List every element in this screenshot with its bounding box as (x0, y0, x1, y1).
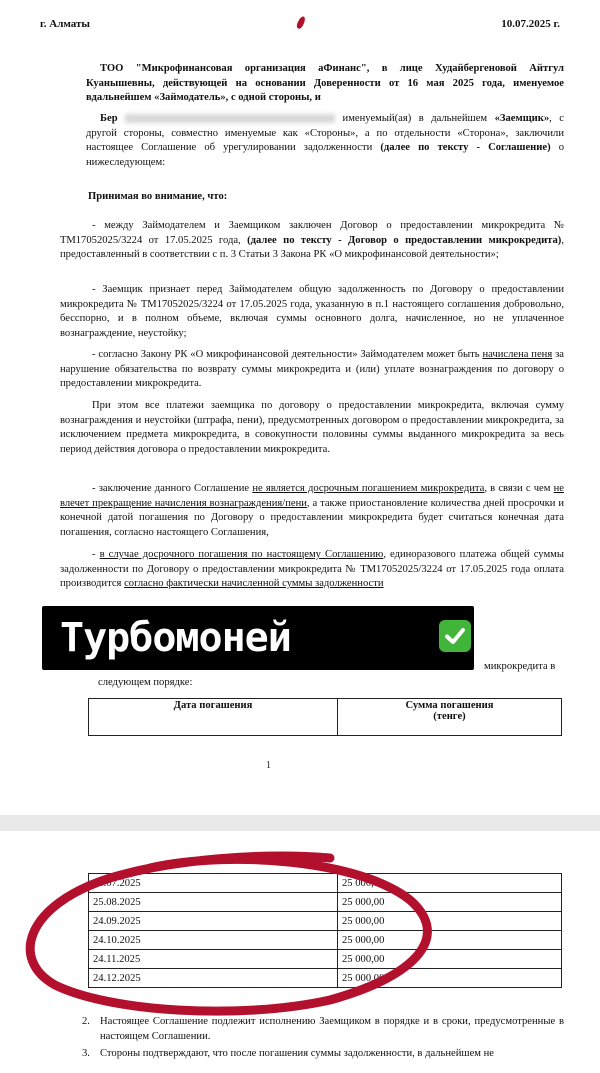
p6-a: - (92, 549, 96, 560)
p6-u2: согласно фактически начисленной суммы задолженности (124, 578, 384, 589)
check-mark-icon (439, 620, 471, 652)
p5-b: , в связи с чем (484, 483, 551, 494)
p5-u1: не является досрочным погашением микрокредита (252, 483, 485, 494)
document-page-2 (0, 831, 600, 1073)
table-row (89, 950, 562, 969)
schedule-date: 24.07.2025 (89, 874, 338, 893)
paragraph-2: - Заемщик признает перед Займодателем общую задолженность по Договору о предоставлении микрокредита № ТМ17052025/3224 от 17.05.2025 года, указанную в п.1 настоящего соглашения добровольно, бесспорно, и в полном объеме, включая суммы основного долга, начисленное, но не уплаченное вознаграждение, неустойку; (60, 284, 564, 339)
party2-rest: , с другой стороны, совместно именуемые как «Стороны», а по отдельности «Сторона», заключили настоящее Соглашение об урегулировании задолженности (86, 113, 564, 153)
p5-u2: не влечет прекращение начисления вознаграждения/пени (60, 483, 564, 509)
header-date: Дата погашения (89, 699, 338, 736)
payment-schedule-table (88, 873, 562, 988)
table-row (89, 874, 562, 893)
schedule-date: 25.08.2025 (89, 893, 338, 912)
table-row (89, 912, 562, 931)
p7-line2: следующем порядке: (98, 677, 193, 688)
paragraph-1 (60, 219, 564, 263)
document-date: 10.07.2025 г. (501, 18, 560, 30)
red-ink-mark (296, 15, 307, 29)
table-header-row (89, 699, 562, 736)
p3-a: - согласно Закону РК «О микрофинансовой деятельности» Займодателем может быть (92, 349, 480, 360)
redacted-name (125, 114, 335, 123)
watermark-banner (42, 606, 474, 670)
schedule-date: 24.10.2025 (89, 931, 338, 950)
paragraph-4: При этом все платежи заемщика по договору о предоставлении микрокредита, включая сумму вознаграждения и неустойки (штрафа, пени), предусмотренных договором о предоставлении микрокредита, за исключением предмета микрокредита, в совокупности половины суммы выданного микрокредита за весь период действия договора о предоставлении микрокредита. (60, 400, 564, 455)
p1-a: - между Займодателем и Заемщиком заключен Договор о предоставлении микрокредита № ТМ17052025/3224 от 17.05.2025 года, (60, 220, 564, 246)
schedule-amount: 25 000,00 (338, 931, 562, 950)
p7-tail: микрокредита в (484, 661, 556, 672)
p1-b: , предоставленный в соответствии с п. 3 Статьи 3 Закона РК «О микрофинансовой деятельности»; (60, 234, 564, 260)
p3-penalty: начислена пеня (482, 349, 553, 360)
schedule-date: 24.12.2025 (89, 969, 338, 988)
table-row (89, 931, 562, 950)
table-row (89, 969, 562, 988)
schedule-date: 24.09.2025 (89, 912, 338, 931)
schedule-amount: 25 000,00 (338, 969, 562, 988)
schedule-date: 24.11.2025 (89, 950, 338, 969)
party2-end: о нижеследующем: (86, 142, 565, 168)
paragraph-5 (60, 482, 564, 540)
paragraph-3 (60, 348, 564, 392)
agreement-term: (далее по тексту - Соглашение) (380, 142, 551, 153)
header-amount-line1: Сумма погашения (405, 700, 494, 711)
paragraph-6 (60, 548, 564, 592)
item-3-text: Стороны подтверждают, что после погашения суммы задолженности, в дальнейшем не (100, 1048, 495, 1059)
page-number: 1 (266, 760, 271, 771)
item-2-text: Настоящее Соглашение подлежит исполнению Заемщиком в порядке и в сроки, предусмотренные в настоящем Соглашении. (100, 1016, 564, 1042)
p1-bold: (далее по тексту - Договор о предоставлении микрокредита) (247, 234, 562, 246)
schedule-header-table (88, 698, 562, 736)
item-3-number: 3. (82, 1048, 90, 1059)
p5-c: , а также приостановление количества дней просрочки и конечной датой погашения по Договору о предоставлении микрокредита будет считаться конечная дата погашения, согласно настоящего Соглашения, (60, 497, 564, 538)
schedule-amount: 25 000,00 (338, 893, 562, 912)
schedule-amount: 25 000,00 (338, 874, 562, 893)
party2-mid: именуемый(ая) в дальнейшем (342, 113, 488, 124)
party1-paragraph: ТОО "Микрофинансовая организация аФинанс", в лице Худайбергеновой Айтгул Куанышевны, действующей на основании Доверенности от 16 мая 2025 года, именуемое вдальнейшем «Займодатель», с одной стороны, и (86, 63, 564, 103)
party2-start: Бер (100, 113, 118, 124)
header-amount-line2: (тенге) (433, 711, 466, 722)
party2-paragraph (86, 112, 564, 170)
schedule-amount: 25 000,00 (338, 912, 562, 931)
considering-heading: Принимая во внимание, что: (88, 191, 228, 202)
schedule-amount: 25 000,00 (338, 950, 562, 969)
page-gap (0, 815, 600, 831)
table-row (89, 893, 562, 912)
p3-b: за нарушение обязательства по возврату суммы микрокредита и (или) уплате вознаграждения по договору о предоставлении микрокредита. (60, 349, 564, 389)
p6-b: , единоразового платежа общей суммы задолженности по Договору о предоставлении микрокредита № ТМ17052025/3224 от 17.05.2025 года оплата производится (60, 549, 564, 589)
check-mark-icon-glyph (443, 624, 467, 648)
item-2-number: 2. (82, 1016, 90, 1027)
header-amount (338, 699, 562, 736)
p5-a: - заключение данного Соглашение (92, 483, 250, 494)
borrower-term: «Заемщик» (494, 113, 550, 124)
banner-text: Турбомоней (60, 615, 291, 661)
p6-u1: в случае досрочного погашения по настоящему Соглашению (99, 549, 384, 560)
city: г. Алматы (40, 18, 90, 30)
